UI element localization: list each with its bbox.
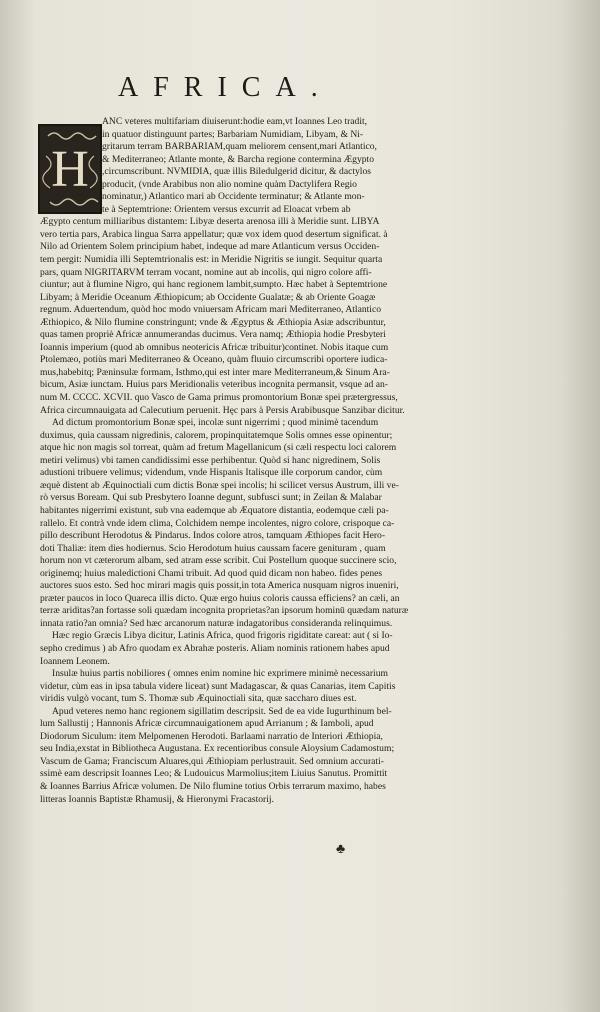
text-line: mus,habebitq; Pæninsulæ formam, Isthmo,qui est inter mare Mediterraneum,& Sinum Ara- (40, 366, 390, 378)
text-line: rò versus Boream. Qui sub Presbytero Ioanne degunt, subfusci sunt; in Zeilan & Malabar (40, 492, 382, 504)
page-heading: AFRICA. (118, 72, 333, 103)
text-line: Hæc regio Græcis Libya dicitur, Latinis Africa, quod frigoris rigiditate careat: aut ( si Io- (52, 630, 393, 642)
text-line: ssimè eam descripsit Ioannes Leo; & Ludouicus Marmolius;item Liuius Sanutus. Promittit (40, 768, 388, 780)
text-line: ,circumscribunt. NVMIDIA, quæ illis Biledulgerid dicitur, & dactylos (102, 166, 371, 178)
text-line: in quatuor distinguunt partes; Barbariam Numidiam, Libyam, & Ni- (102, 128, 364, 140)
text-line: producit, (vnde Arabibus non alio nomine quàm Dactylifera Regio (102, 178, 357, 190)
text-line: præter paucos in loco Quareca illis dicto. Quæ ergo huius coloris caussa efficiens? an cæli, an (40, 592, 400, 604)
text-line: regnum. Aduertendum, quòd hoc modo vniuersam Africam mari Mediterraneo, Atlantico (40, 304, 382, 316)
text-line: Diodorum Siculum: item Melpomenen Herodoti. Barlaami narratio de Interiori Æthiopia, (40, 730, 383, 742)
text-line: Insulæ huius partis nobiliores ( omnes enim nomine hic exprimere minimè necessarium (52, 668, 388, 680)
text-line: te à Septemtrione: Orientem versus excurrit ad Eloacat vrbem ab (102, 203, 351, 215)
text-line: Vascum de Gama; Franciscum Aluares,qui Æthiopiam perlustrauit. Sed omnium accurati- (40, 755, 384, 767)
text-line: nominatur,) Atlantico mari ab Occidente terminatur; & Atlante mon- (102, 191, 365, 203)
text-line: pillo describunt Herodotus & Pindarus. Indos colore atros, tamquam Æthiopes facit Hero- (40, 530, 386, 542)
body-text (40, 116, 476, 806)
text-line: atque hic non magis sol torreat, quàm ad fretum Magellanicum (si cæli respectu loci calorem (40, 442, 397, 454)
text-line: gritarum terram BARBARIAM,quam meliorem censent,mari Atlantico, (102, 141, 377, 153)
text-line: rallelo. Et contrà vnde idem clima, Colchidem nempe incolentes, nigro colore, crispoque ca- (40, 517, 395, 529)
text-line: viridis vulgò vocant, tum S. Thomæ sub Æquinoctiali sita, quæ saccharo diues est. (40, 693, 357, 705)
text-line: tem pergit: Numidia illi Septemtrionalis est: in Meridie Nigritis se iungit. Sequitur quarta (40, 254, 383, 266)
text-line: & Ioannes Barrius Africæ volumen. De Nilo flumine totius Orbis terrarum maximo, habes (40, 780, 386, 792)
text-line: habitantes nigerrimi existunt, sub vna eademque ab Æquatore distantia, eodemque cæli pa- (40, 504, 389, 516)
text-line: Ad dictum promontorium Bonæ spei, incolæ sunt nigerrimi ; quod minimè tacendum (52, 417, 379, 429)
text-line: Ioannis imperium (quod ab omnibus neotericis Africæ tribuitur)continet. Nobis itaque cum (40, 341, 389, 353)
text-line: num M. CCCC. XCVII. quo Vasco de Gama primus promontorium Bonæ spei prætergressus, (40, 392, 398, 404)
text-line: & Mediterraneo; Atlante monte, & Barcha regione contermina Ægypto (102, 153, 375, 165)
text-line: sepho credimus ) ab Afro quodam ex Abrahæ posteris. Aliam nominis rationem habes apud (40, 642, 390, 654)
text-line: quas tamen propriè Africæ annumerandas ducimus. Vera namq; Æthiopia hodie Presbyteri (40, 329, 386, 341)
text-line: doti Thaliæ: item dies hodiernus. Scio Herodotum huius caussam facere genituram , quam (40, 542, 386, 554)
text-line: Ægypto centum milliaribus distantem: Libyæ deserta arenosa illi à Meridie sunt. LIBYA (40, 216, 380, 228)
text-line: adustioni tribuere velimus; videndum, vnde Hispanis Italisque ille corporum candor, cùm (40, 467, 383, 479)
text-line: æquè distent ab Æquinoctiali cum dictis Bonæ spei incolis; hi scilicet versus Austrum, illi ve- (40, 479, 399, 491)
text-line: originemq; huius maledictioni Chami tribuit. Ad quod quid dicam non habeo. fides penes (40, 567, 383, 579)
text-line: horum non vt cæterorum albam, sed atram esse scribit. Cui Postellum quoque succinere scio, (40, 555, 397, 567)
drop-cap: H (51, 141, 89, 198)
text-line: Ioannem Leonem. (40, 655, 110, 667)
text-line: Æthiopico, & Nilo flumine constringunt; vnde & Ægyptus & Æthiopia Asiæ adscribuntur, (40, 316, 386, 328)
text-line: terræ ariditas?an fortasse soli quædam incognita proprietas?an ipsorum hominū quædam naturæ (40, 605, 409, 617)
text-line: vero tertia pars, Arabica lingua Sarra appellatur; quæ vox idem quod desertum significat. à (40, 228, 388, 240)
text-line: seu India,exstat in Bibliotheca Augustana. Ex recentioribus consule Aloysium Cadamostum; (40, 743, 395, 755)
text-line: litteras Ioannis Baptistæ Rhamusij, & Hieronymi Fracastorij. (40, 793, 274, 805)
ornament-icon: ♣ (336, 842, 346, 857)
text-line: Ptolemæo, potiùs mari Mediterraneo & Oceano, quàm fluuio circumscribi oportere iudica- (40, 354, 388, 366)
text-line: bicum, Asiæ iunctam. Huius pars Meridionalis veteribus incognita permansit, vsque ad an- (40, 379, 388, 391)
text-line: Africa circumnauigata ad Calecutium peruenit. Hęc pars à Persis Arabibusque Sanzibar dicitur. (40, 404, 405, 416)
text-line: pars, quam NIGRITARVM terram vocant, nomine aut ab incolis, qui nigro colore affi- (40, 266, 372, 278)
text-line: ciuntur; aut à flumine Nigro, qui hanc regionem lambit,sumpto. Hæc habet à Septemtrione (40, 279, 388, 291)
text-line: ANC veteres multifariam diuiserunt:hodie eam,vt Ioannes Leo tradit, (102, 116, 368, 127)
text-line: Nilo ad Orientem Solem principium habet, indeque ad mare Atlanticum versus Occiden- (40, 241, 380, 253)
text-line: metiri velimus) vbi tamen candidissimi esse perhibentur. Quòd si hanc nigredinem, Solis (40, 454, 381, 466)
text-line: lum Sallustij ; Hannonis Africæ circumnauigationem apud Arrianum ; & Iamboli, apud (40, 718, 374, 730)
text-line: duximus, quia caussam nigredinis, calorem, propinquitatemque Solis omnes esse opinentur; (40, 429, 393, 441)
text-line: Apud veteres nemo hanc regionem sigillatim descripsit. Sed de ea vide Iugurthinum bel- (52, 705, 392, 717)
text-line: videtur, cùm eas in ipsa tabula videre liceat) sunt Madagascar, & quas Canarias, item Capitis (40, 680, 396, 692)
text-line: Libyam; à Meridie Oceanum Æthiopicum; ab Occidente Gualatæ; & ab Oriente Goagæ (40, 291, 376, 303)
text-line: auctores suos esto. Sed hoc mirari magis quis possit,in tota America nusquam nigros inueniri, (40, 580, 399, 592)
text-line: innata ratio?an omnia? Sed hæc arcanorum naturæ indagatoribus consideranda relinquimus. (40, 617, 393, 629)
